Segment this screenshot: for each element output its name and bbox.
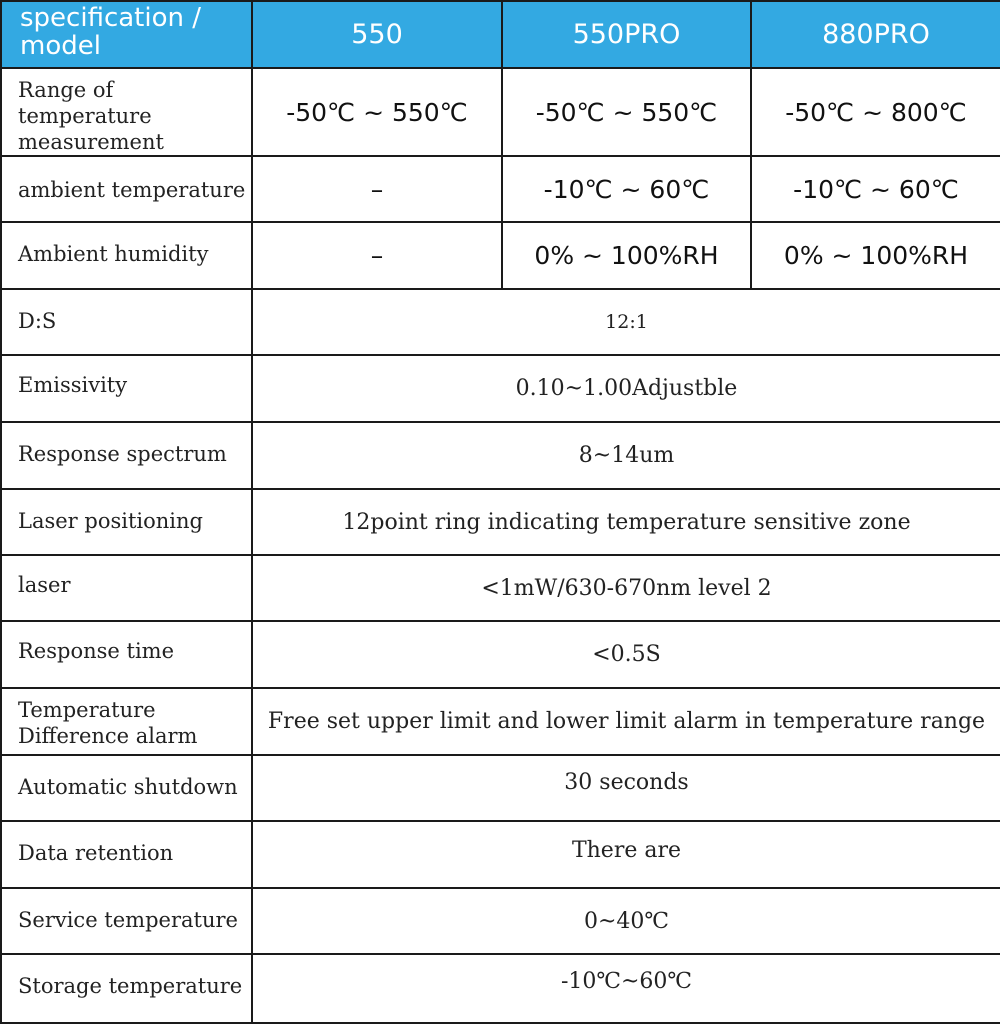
row-label-cell: [1, 355, 252, 422]
row-label: Response time: [18, 639, 175, 663]
table-row: [1, 355, 1000, 422]
merged-value-cell: [252, 821, 1000, 888]
header-corner-cell: [1, 1, 252, 68]
merged-value: 8~14um: [578, 443, 675, 468]
row-label: Service temperature: [18, 908, 238, 932]
value-cell: [252, 222, 502, 289]
header-model-880pro: [751, 1, 1000, 68]
merged-value-cell: [252, 888, 1000, 954]
row-label-cell: [1, 555, 252, 621]
merged-value: 0.10~1.00Adjustble: [515, 376, 738, 401]
row-label-cell: [1, 688, 252, 755]
merged-value: 12point ring indicating temperature sensitive zone: [342, 509, 911, 535]
row-label: D:S: [18, 309, 57, 333]
table-row: [1, 68, 1000, 156]
cell-value: -50℃ ~ 550℃: [535, 97, 718, 127]
row-label: Automatic shutdown: [18, 775, 238, 799]
merged-value: 0~40℃: [583, 908, 670, 934]
row-label-cell: [1, 489, 252, 555]
table-row: [1, 422, 1000, 489]
merged-value: 12:1: [605, 311, 648, 333]
header-model-550: [252, 1, 502, 68]
merged-value-cell: [252, 489, 1000, 555]
merged-value-cell: [252, 954, 1000, 1023]
value-cell: [751, 156, 1000, 222]
value-cell: [252, 68, 502, 156]
model-name: 550PRO: [572, 19, 681, 50]
header-model-550pro: [502, 1, 751, 68]
row-label: ambient temperature: [18, 178, 246, 202]
merged-value: 30 seconds: [564, 770, 689, 795]
table-row: [1, 688, 1000, 755]
row-label: Laser positioning: [18, 509, 203, 533]
row-label-cell: [1, 422, 252, 489]
row-label-cell: [1, 222, 252, 289]
row-label-cell: [1, 621, 252, 688]
table-row: [1, 755, 1000, 821]
row-label: Ambient humidity: [18, 242, 209, 266]
table-row: [1, 156, 1000, 222]
merged-value: -10℃~60℃: [560, 969, 693, 994]
row-label: Temperature Difference alarm: [18, 698, 198, 748]
row-label-cell: [1, 821, 252, 888]
table-row: [1, 222, 1000, 289]
cell-value: -10℃ ~ 60℃: [543, 174, 710, 204]
value-cell: [751, 222, 1000, 289]
header-row: [1, 1, 1000, 68]
value-cell: [502, 68, 751, 156]
value-cell: [252, 156, 502, 222]
merged-value-cell: [252, 422, 1000, 489]
cell-value: 0% ~ 100%RH: [783, 241, 969, 270]
row-label-cell: [1, 156, 252, 222]
row-label: laser: [18, 573, 71, 597]
cell-value: -10℃ ~ 60℃: [793, 174, 959, 204]
merged-value: <1mW/630-670nm level 2: [481, 575, 772, 601]
table-row: [1, 489, 1000, 555]
row-label: Emissivity: [18, 373, 128, 397]
row-label: Response spectrum: [18, 442, 227, 466]
table-row: [1, 821, 1000, 888]
value-cell: [502, 222, 751, 289]
merged-value-cell: [252, 755, 1000, 821]
cell-value: –: [370, 174, 384, 204]
model-name: 550: [351, 19, 403, 50]
cell-value: –: [370, 241, 384, 270]
table-row: [1, 621, 1000, 688]
row-label-cell: [1, 755, 252, 821]
cell-value: -50℃ ~ 550℃: [286, 97, 468, 127]
row-label-cell: [1, 289, 252, 355]
model-name: 880PRO: [822, 19, 930, 50]
row-label-cell: [1, 68, 252, 156]
row-label: Data retention: [18, 841, 174, 865]
merged-value-cell: [252, 289, 1000, 355]
row-label-cell: [1, 888, 252, 954]
table-row: [1, 289, 1000, 355]
merged-value-cell: [252, 688, 1000, 755]
merged-value-cell: [252, 621, 1000, 688]
row-label: Range of temperature measurement: [18, 78, 164, 154]
merged-value: There are: [571, 838, 682, 863]
row-label-cell: [1, 954, 252, 1023]
cell-value: -50℃ ~ 800℃: [785, 97, 967, 127]
value-cell: [502, 156, 751, 222]
header-corner-label: specification / model: [20, 3, 201, 61]
row-label: Storage temperature: [18, 974, 243, 998]
merged-value: Free set upper limit and lower limit alarm in temperature range: [267, 709, 986, 734]
merged-value-cell: [252, 555, 1000, 621]
value-cell: [751, 68, 1000, 156]
merged-value: <0.5S: [592, 642, 661, 667]
table-row: [1, 555, 1000, 621]
table-row: [1, 888, 1000, 954]
merged-value-cell: [252, 355, 1000, 422]
cell-value: 0% ~ 100%RH: [534, 241, 719, 270]
table-row: [1, 954, 1000, 1023]
